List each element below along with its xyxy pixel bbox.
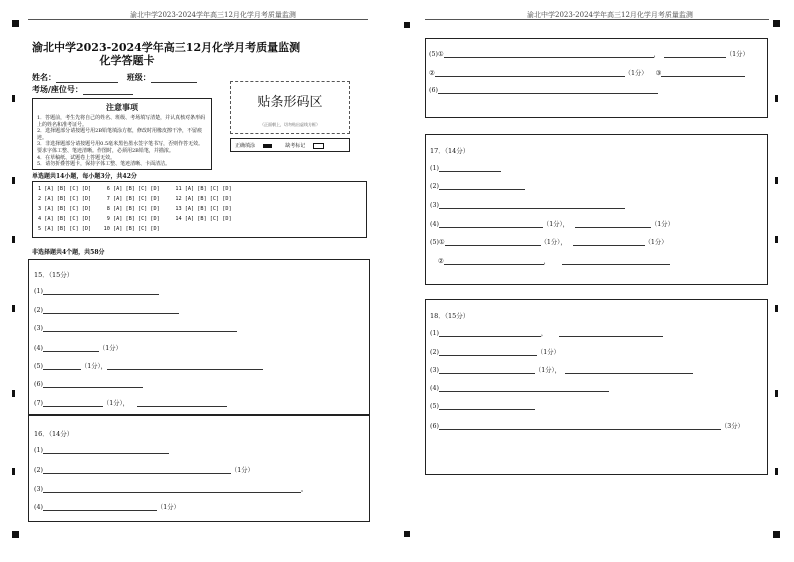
class-field[interactable] — [151, 73, 197, 83]
q16-answer-5b[interactable]: ② （1分） ③ — [429, 68, 745, 77]
header-rule-right — [425, 19, 769, 20]
notice-title: 注意事项 — [106, 102, 138, 112]
q16-box — [28, 415, 370, 522]
q15-answer-2[interactable]: (2) — [34, 306, 179, 314]
mc-box — [32, 181, 367, 238]
barcode-title: 贴条形码区 — [257, 95, 323, 110]
q15-answer-1[interactable]: (1) — [34, 287, 159, 295]
mc-row[interactable]: 1 [A] [B] [C] [D] 6 [A] [B] [C] [D] 11 [A] [B] [C] [D] — [38, 186, 232, 192]
q17-title: 17．（14分） — [430, 147, 470, 155]
exam-title: 渝北中学2023-2024学年高三12月化学月考质量监测 — [32, 41, 301, 54]
timing-mark — [12, 95, 15, 102]
q15-answer-7[interactable]: (7) （1分）， — [34, 398, 227, 407]
q15-title: 15．（15分） — [34, 271, 74, 279]
timing-mark — [775, 177, 778, 184]
q17-answer-5b[interactable]: ② ， — [438, 256, 670, 265]
card-title: 化学答题卡 — [99, 54, 155, 67]
q17-answer-3[interactable]: (3) — [430, 201, 625, 209]
page-header-left: 渝北中学2023-2024学年高三12月化学月考质量监测 — [130, 11, 296, 19]
q17-answer-4[interactable]: (4) （1分）， （1分） — [430, 221, 674, 228]
q18-answer-6[interactable]: (6) （3分） — [430, 423, 744, 430]
corner-mark-br — [773, 531, 780, 538]
page-header-right: 渝北中学2023-2024学年高三12月化学月考质量监测 — [527, 11, 693, 19]
q16-answer-4[interactable]: (4) （1分） — [34, 504, 180, 511]
q18-box — [425, 299, 768, 475]
q16-answer-3[interactable]: (3) 。 — [34, 486, 308, 493]
center-mark-tl — [404, 22, 410, 28]
student-info-row1 — [32, 72, 197, 83]
notice-box — [32, 98, 212, 170]
room-seat-label: 考场/座位号： — [32, 84, 83, 94]
q18-answer-5[interactable]: (5) — [430, 402, 535, 410]
room-seat-field[interactable] — [83, 85, 133, 95]
student-info-row2 — [32, 84, 133, 95]
notice-text: 1．答题前，考生先将自己的姓名、班级、考场填写清楚，并认真核对条形码上的姓名和准考证号。 2．选择题部分请按题号用2B铅笔填涂方框，修改时用橡皮擦干净，不留痕迹。 3．非选择题部分请按题号用0.5毫米黑色墨水签字笔书写，否则作答无效。要求字体工整、笔迹清晰。作图时，必须用2B铅笔，并描浓。 4．在草稿纸、试题卷上答题无效。 5．请勿折叠答题卡，保持字体工整、笔迹清晰、卡面清洁。 — [37, 115, 206, 168]
correct-fill-sample — [263, 144, 272, 148]
corner-mark-bl — [12, 531, 19, 538]
timing-mark — [775, 468, 778, 475]
mc-row[interactable]: 3 [A] [B] [C] [D] 8 [A] [B] [C] [D] 13 [A] [B] [C] [D] — [38, 206, 232, 212]
timing-mark — [12, 305, 15, 312]
name-field[interactable] — [56, 73, 118, 83]
q17-box — [425, 134, 768, 285]
q15-answer-6[interactable]: (6) — [34, 380, 143, 388]
barcode-area — [230, 81, 350, 134]
absent-mark-label: 缺考标记 — [285, 143, 306, 149]
nonmc-heading: 非选择题共4个题，共58分 — [32, 249, 105, 256]
q18-answer-2[interactable]: (2) （1分） — [430, 349, 560, 356]
q15-answer-5[interactable]: (5) （1分）， — [34, 361, 263, 370]
fill-legend — [230, 138, 350, 152]
q17-answer-2[interactable]: (2) — [430, 182, 525, 190]
timing-mark — [12, 468, 15, 475]
q18-answer-3[interactable]: (3) （1分）， — [430, 365, 693, 374]
name-label: 姓名： — [32, 72, 56, 82]
corner-mark-tr — [773, 20, 780, 27]
q16-continued-box — [425, 38, 768, 118]
q16-answer-5[interactable]: (5)① ， （1分） — [429, 51, 749, 58]
q16-answer-1[interactable]: (1) — [34, 446, 169, 454]
corner-mark-tl — [12, 20, 19, 27]
q15-answer-4[interactable]: (4) （1分） — [34, 345, 122, 352]
timing-mark — [12, 390, 15, 397]
timing-mark — [775, 305, 778, 312]
q18-title: 18．（15分） — [430, 312, 470, 320]
barcode-note: （正面朝上，切勿贴出虚线方框） — [260, 122, 320, 127]
timing-mark — [12, 177, 15, 184]
q15-box — [28, 259, 370, 415]
header-rule-left — [28, 19, 368, 20]
timing-mark — [775, 390, 778, 397]
timing-mark — [775, 95, 778, 102]
q16-answer-2[interactable]: (2) （1分） — [34, 467, 254, 474]
mc-heading: 单选题共14小题，每小题3分，共42分 — [32, 173, 137, 180]
center-mark-bl — [404, 531, 410, 537]
timing-mark — [775, 236, 778, 243]
mc-row[interactable]: 2 [A] [B] [C] [D] 7 [A] [B] [C] [D] 12 [A] [B] [C] [D] — [38, 196, 232, 202]
mc-row[interactable]: 4 [A] [B] [C] [D] 9 [A] [B] [C] [D] 14 [A] [B] [C] [D] — [38, 216, 232, 222]
q18-answer-1[interactable]: (1) ， — [430, 328, 663, 337]
correct-fill-label: 正确填涂 — [235, 143, 256, 149]
q15-answer-3[interactable]: (3) — [34, 324, 237, 332]
absent-mark-box[interactable] — [313, 143, 324, 149]
timing-mark — [12, 236, 15, 243]
q16-answer-6[interactable]: (6) — [429, 86, 658, 94]
q16-title: 16．（14分） — [34, 430, 74, 438]
mc-row[interactable]: 5 [A] [B] [C] [D] 10 [A] [B] [C] [D] — [38, 226, 160, 232]
q18-answer-4[interactable]: (4) — [430, 384, 609, 392]
class-label: 班级： — [126, 72, 151, 82]
q17-answer-1[interactable]: (1) — [430, 164, 501, 172]
q17-answer-5[interactable]: (5)① （1分）， （1分） — [430, 239, 668, 246]
